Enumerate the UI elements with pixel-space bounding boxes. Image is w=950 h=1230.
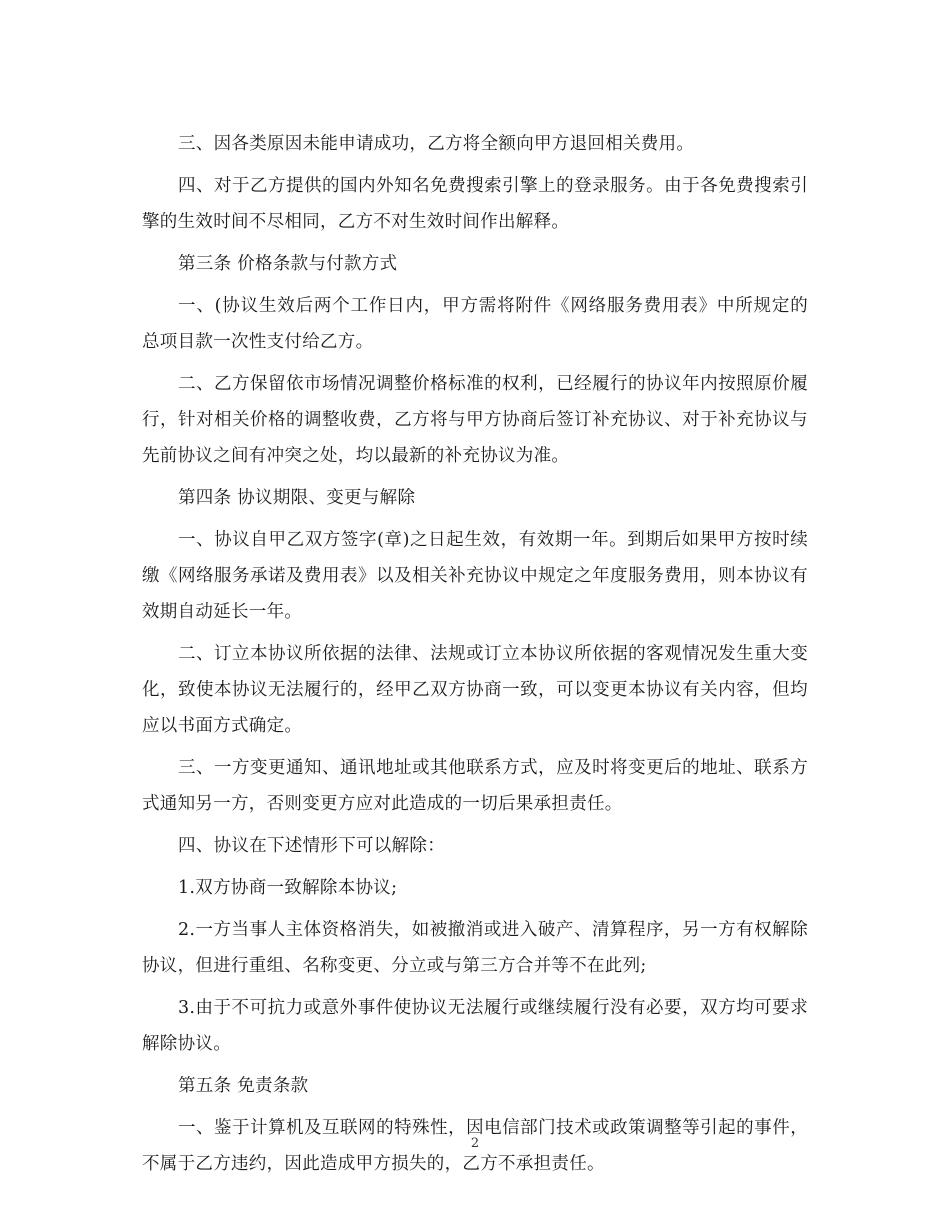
heading-article-5: 第五条 免责条款 (178, 1076, 309, 1096)
paragraph-change: 二、订立本协议所依据的法律、法规或订立本协议所依据的客观情况发生重大变化，致使本协议无法履行的，经甲乙双方协商一致，可以变更本协议有关内容，但均应以书面方式确定。 (142, 644, 808, 736)
paragraph-price-adjustment: 二、乙方保留依市场情况调整价格标准的权利，已经履行的协议年内按照原价履行，针对相关价格的调整收费，乙方将与甲方协商后签订补充协议、对于补充协议与先前协议之间有冲突之处，均以最新的补充协议为准。 (142, 374, 808, 466)
paragraph-search-engine-service: 四、对于乙方提供的国内外知名免费搜索引擎上的登录服务。由于各免费搜索引擎的生效时间不尽相同，乙方不对生效时间作出解释。 (142, 176, 808, 232)
list-item-termination-3: 3.由于不可抗力或意外事件使协议无法履行或继续履行没有必要，双方均可要求解除协议。 (142, 998, 808, 1054)
paragraph-payment: 一、(协议生效后两个工作日内，甲方需将附件《网络服务费用表》中所规定的总项目款一次性支付给乙方。 (142, 296, 808, 352)
paragraph-contact-change: 三、一方变更通知、通讯地址或其他联系方式，应及时将变更后的地址、联系方式通知另一方，否则变更方应对此造成的一切后果承担责任。 (142, 758, 808, 814)
heading-article-3: 第三条 价格条款与付款方式 (178, 254, 398, 274)
list-item-termination-1: 1.双方协商一致解除本协议; (178, 878, 398, 898)
paragraph-refund: 三、因各类原因未能申请成功，乙方将全额向甲方退回相关费用。 (178, 134, 695, 154)
paragraph-term: 一、协议自甲乙双方签字(章)之日起生效，有效期一年。到期后如果甲方按时续缴《网络服务承诺及费用表》以及相关补充协议中规定之年度服务费用，则本协议有效期自动延长一年。 (142, 530, 808, 622)
paragraph-termination-intro: 四、协议在下述情形下可以解除： (178, 836, 445, 856)
list-item-termination-2: 2.一方当事人主体资格消失，如被撤消或进入破产、清算程序，另一方有权解除协议，但进行重组、名称变更、分立或与第三方合并等不在此列; (142, 920, 808, 976)
heading-article-4: 第四条 协议期限、变更与解除 (178, 488, 416, 508)
document-body (142, 126, 808, 1188)
paragraph-disclaimer: 一、鉴于计算机及互联网的特殊性，因电信部门技术或政策调整等引起的事件，不属于乙方违约，因此造成甲方损失的，乙方不承担责任。 (142, 1118, 808, 1174)
page-number: 2 (470, 1136, 480, 1151)
